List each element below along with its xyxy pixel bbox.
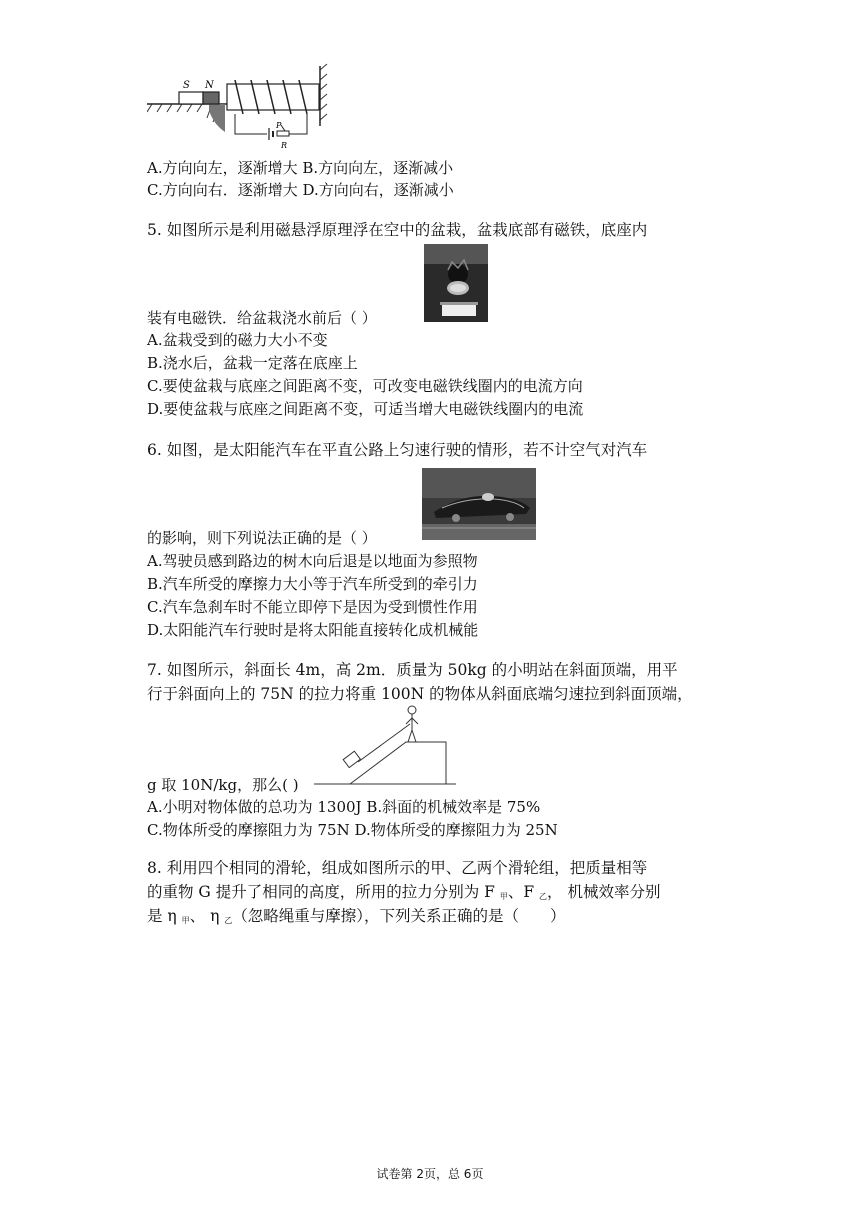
q7-stem-line2: 行于斜面向上的 75N 的拉力将重 100N 的物体从斜面底端匀速拉到斜面顶端，	[147, 685, 693, 703]
solenoid-circuit-figure	[147, 62, 337, 152]
subscript-jia: 甲	[499, 892, 508, 901]
resistor-r-label: R	[281, 141, 288, 150]
q6-option-c: C.汽车急刹车时不能立即停下是因为受到惯性作用	[147, 598, 478, 616]
q5-option-d: D.要使盆栽与底座之间距离不变，可适当增大电磁铁线圈内的电流	[147, 400, 584, 418]
subscript-jia-2: 甲	[181, 916, 190, 925]
q5-stem-line1: 5. 如图所示是利用磁悬浮原理浮在空中的盆栽，盆栽底部有磁铁，底座内	[147, 221, 648, 239]
q5-stem-line2: 装有电磁铁．给盆栽浇水前后（ ）	[147, 309, 377, 327]
q8-line2-part-c: ， 机械效率分别	[547, 883, 661, 901]
q8-line3-part-a: 是 η	[147, 907, 182, 925]
q8-stem-line2	[147, 882, 660, 907]
q6-option-d: D.太阳能汽车行驶时是将太阳能直接转化成机械能	[147, 621, 479, 639]
solar-car-photo	[422, 468, 536, 540]
page-footer: 试卷第 2页，总 6页	[376, 1167, 484, 1181]
magnet-s-label: S	[183, 80, 190, 91]
q7-stem-line1: 7. 如图所示，斜面长 4m，高 2m．质量为 50kg 的小明站在斜面顶端，用平	[147, 661, 678, 679]
incline-figure	[310, 702, 460, 788]
q4-option-ab: A.方向向左，逐渐增大 B.方向向左，逐渐减小	[147, 159, 454, 177]
q7-stem-line3: g 取 10N/kg，那么( )	[147, 776, 299, 794]
slider-p-label: P	[276, 121, 282, 130]
q8-line2-part-a: 的重物 G 提升了相同的高度，所用的拉力分别为 F	[147, 883, 500, 901]
q8-line3-part-b: 、 η	[189, 907, 225, 925]
q5-option-b: B.浇水后，盆栽一定落在底座上	[147, 354, 358, 372]
q8-stem-line3	[147, 906, 566, 931]
q8-line3-part-c: （忽略绳重与摩擦），下列关系正确的是（ ）	[232, 907, 566, 925]
q4-option-cd: C.方向向右．逐渐增大 D.方向向右，逐渐减小	[147, 181, 454, 199]
q6-option-a: A.驾驶员感到路边的树木向后退是以地面为参照物	[147, 552, 478, 570]
q6-option-b: B.汽车所受的摩擦力大小等于汽车所受到的牵引力	[147, 575, 478, 593]
q5-option-a: A.盆栽受到的磁力大小不变	[147, 331, 328, 349]
subscript-yi: 乙	[539, 892, 548, 901]
subscript-yi-2: 乙	[224, 916, 233, 925]
q6-stem-line1: 6. 如图，是太阳能汽车在平直公路上匀速行驶的情形，若不计空气对汽车	[147, 441, 648, 459]
q5-option-c: C.要使盆栽与底座之间距离不变，可改变电磁铁线圈内的电流方向	[147, 377, 583, 395]
maglev-plant-photo	[424, 244, 488, 322]
q8-stem-line1: 8. 利用四个相同的滑轮，组成如图所示的甲、乙两个滑轮组，把质量相等	[147, 859, 648, 877]
magnet-n-label: N	[205, 80, 214, 91]
q6-stem-line2: 的影响，则下列说法正确的是（ ）	[147, 529, 377, 547]
q7-option-cd: C.物体所受的摩擦阻力为 75N D.物体所受的摩擦阻力为 25N	[147, 821, 558, 839]
q8-line2-part-b: 、F	[507, 883, 540, 901]
q7-option-ab: A.小明对物体做的总功为 1300J B.斜面的机械效率是 75%	[147, 798, 541, 816]
